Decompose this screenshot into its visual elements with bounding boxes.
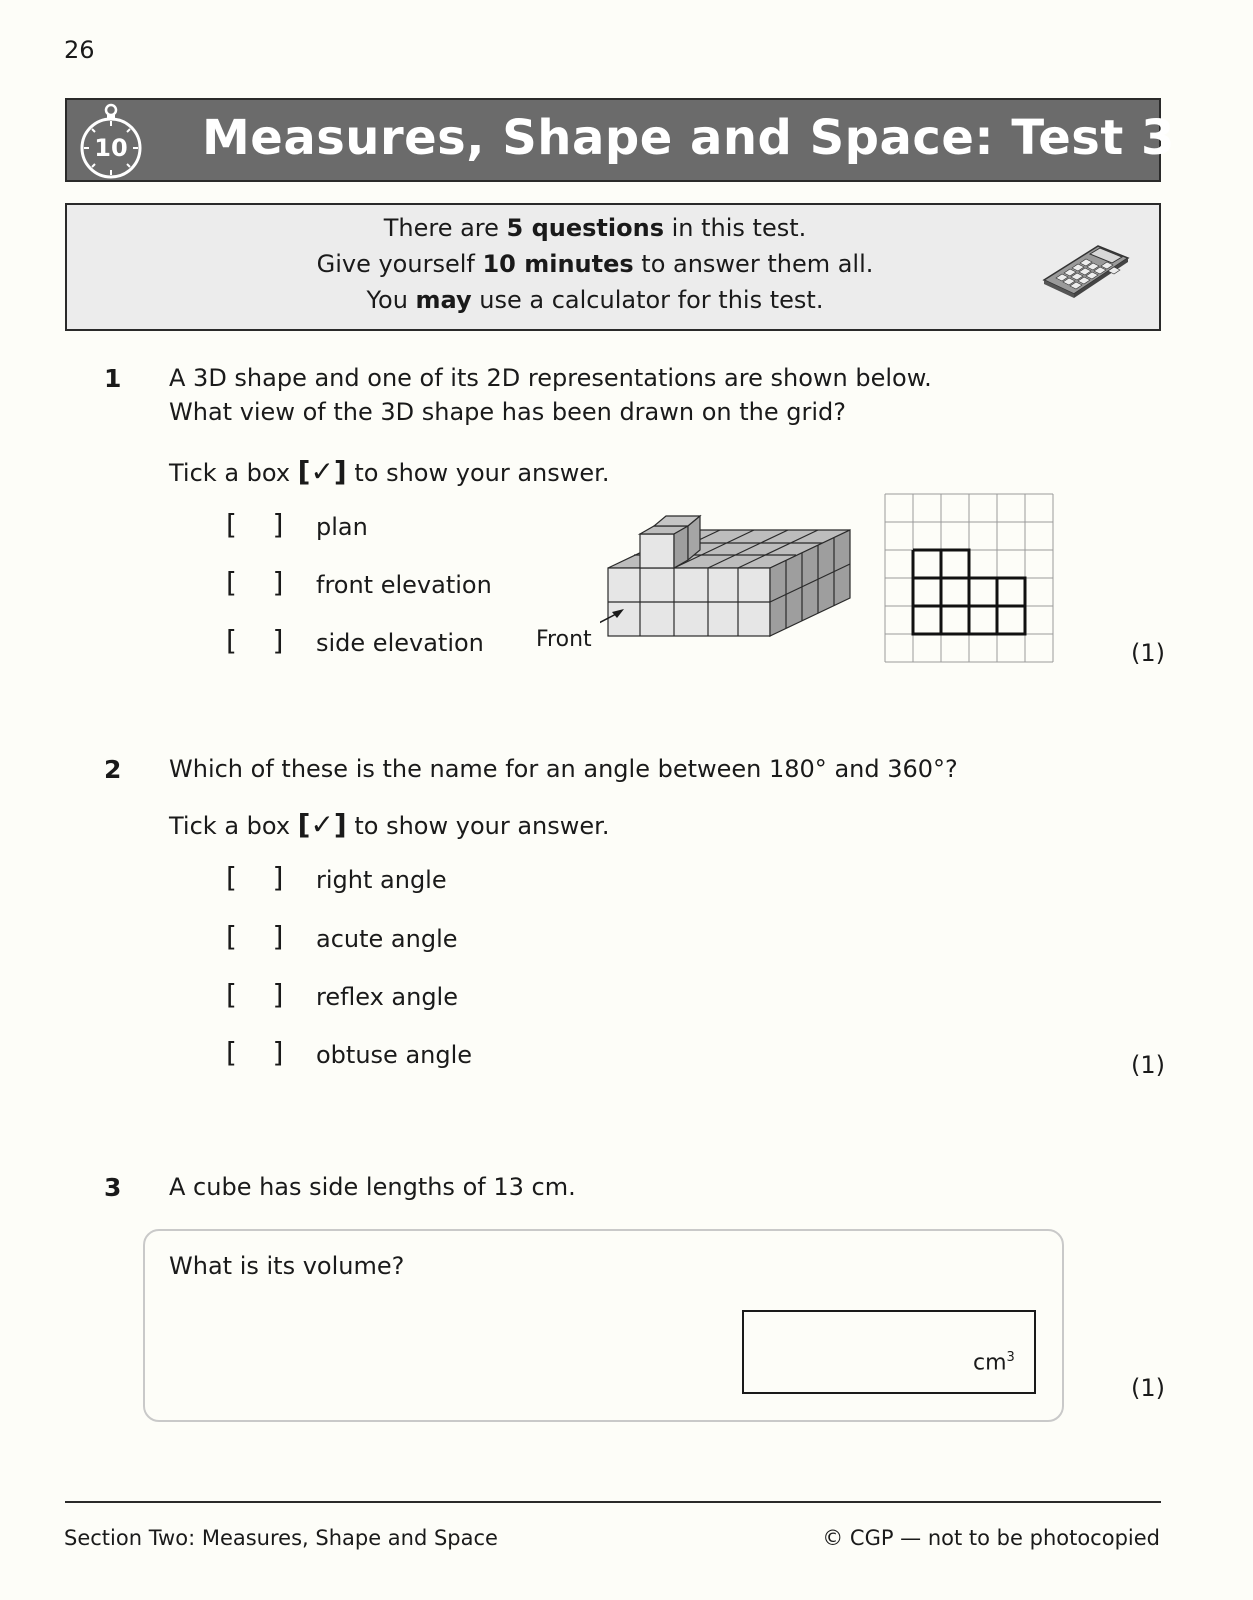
option-label: right angle (316, 866, 447, 894)
info-line-2: Give yourself 10 minutes to answer them all. (316, 250, 874, 278)
instruction: Tick a box [✓] to show your answer. (169, 455, 610, 488)
footer-divider (65, 1501, 1161, 1503)
option-label: plan (316, 513, 368, 541)
info-line-3: You may use a calculator for this test. (366, 286, 824, 314)
footer-section: Section Two: Measures, Shape and Space (64, 1526, 498, 1550)
page-title: Measures, Shape and Space: Test 3 (202, 110, 1175, 166)
question-number: 3 (104, 1173, 122, 1202)
tick-box[interactable]: [ ] (226, 624, 284, 657)
question-number: 2 (104, 755, 122, 784)
page-number: 26 (64, 36, 95, 64)
grid-elevation-drawing (884, 493, 1056, 665)
stopwatch-icon (76, 102, 146, 180)
info-line-1: There are 5 questions in this test. (383, 214, 807, 242)
footer-copyright: © CGP — not to be photocopied (822, 1526, 1160, 1550)
option-label: side elevation (316, 629, 484, 657)
tick-box[interactable]: [ ] (226, 861, 284, 894)
tick-box[interactable]: [ ] (226, 1036, 284, 1069)
tick-box[interactable]: [ ] (226, 978, 284, 1011)
question-text: What view of the 3D shape has been drawn on the grid? (169, 398, 847, 426)
option-label: obtuse angle (316, 1041, 473, 1069)
timer-label: 10 (94, 134, 128, 162)
question-prompt: What is its volume? (169, 1252, 405, 1280)
question-text: A cube has side lengths of 13 cm. (169, 1173, 576, 1201)
marks: (1) (1131, 639, 1165, 667)
answer-unit: $cm^3$ (973, 1350, 1015, 1376)
question-number: 1 (104, 364, 122, 393)
option-label: front elevation (316, 571, 492, 599)
marks: (1) (1131, 1374, 1165, 1402)
tick-box[interactable]: [ ] (226, 920, 284, 953)
option-label: acute angle (316, 925, 458, 953)
instruction: Tick a box [✓] to show your answer. (169, 808, 610, 841)
tick-box[interactable]: [ ] (226, 566, 284, 599)
question-text: A 3D shape and one of its 2D representations are shown below. (169, 364, 932, 392)
front-label: Front (536, 627, 592, 652)
cube-shape-3d (600, 508, 860, 643)
option-label: reflex angle (316, 983, 458, 1011)
question-text: Which of these is the name for an angle between 180° and 360°? (169, 755, 958, 783)
marks: (1) (1131, 1051, 1165, 1079)
tick-box[interactable]: [ ] (226, 508, 284, 541)
calculator-icon (1040, 238, 1132, 300)
